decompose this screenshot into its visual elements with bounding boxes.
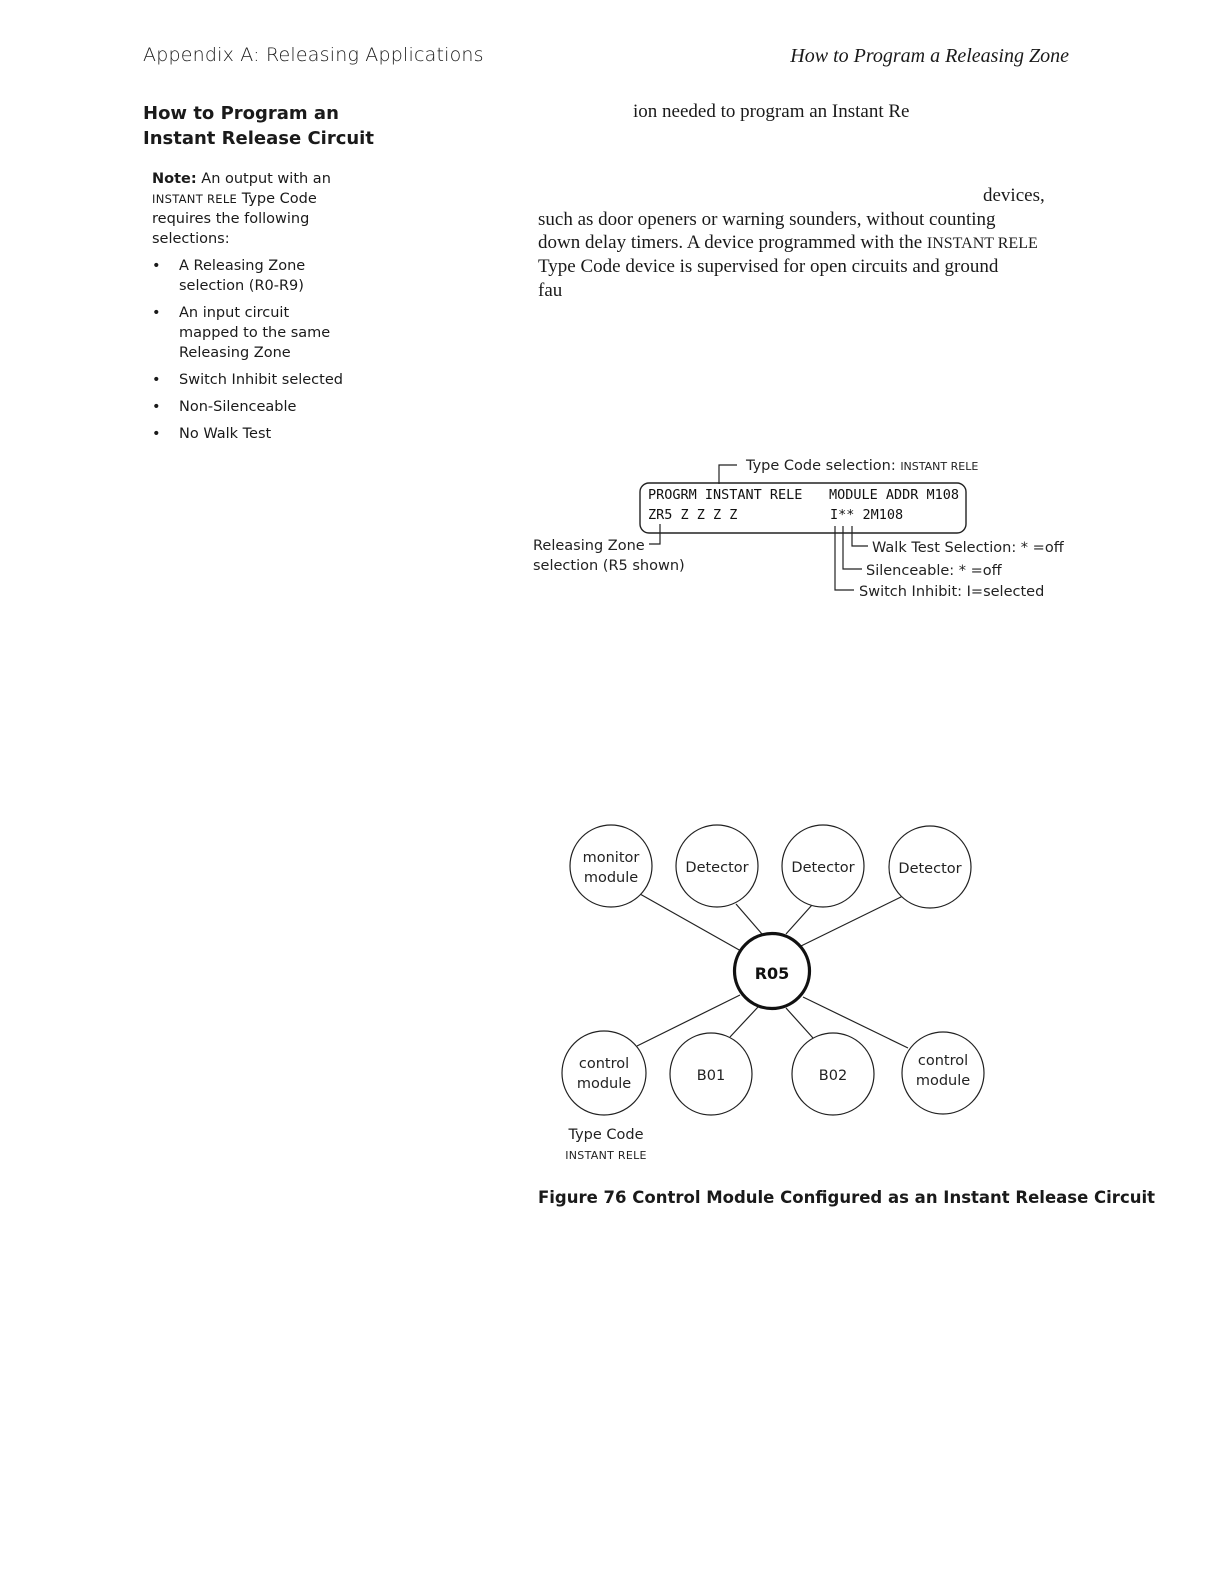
node-label-line1: Detector	[898, 861, 962, 877]
body-line-4-typecode: INSTANT RELE	[926, 235, 1038, 252]
zone-callout-line	[649, 524, 660, 544]
monitor-module-node	[570, 825, 652, 907]
zone-diagram	[562, 825, 984, 1162]
node-label-line2: module	[915, 1073, 971, 1089]
typecode-callout-line	[719, 465, 737, 484]
body-line-6: fau	[538, 280, 563, 301]
node-label-line1: B01	[696, 1068, 726, 1084]
zone-callout-label-2: selection (R5 shown)	[533, 558, 685, 574]
walktest-callout-label: Walk Test Selection: * =off	[872, 540, 1064, 556]
node-label-line1: Detector	[791, 860, 855, 876]
node-label-line2: module	[583, 870, 639, 886]
lcd-row1-right: MODULE ADDR M108	[829, 487, 960, 503]
control-module-node	[562, 1031, 646, 1115]
body-line-5: Type Code device is supervised for open circuits and ground	[538, 256, 999, 277]
connector	[736, 904, 762, 934]
note-text-before: An output with an	[201, 171, 331, 187]
zone-callout-label-1: Releasing Zone	[533, 538, 645, 554]
lcd-row2-right: I** 2M108	[830, 507, 904, 523]
body-line-1: ion needed to program an Instant Re	[633, 101, 910, 122]
display-figure	[533, 458, 1065, 600]
node-label-line1: control	[578, 1056, 630, 1072]
typecode-callout-label: Type Code selection: INSTANT RELE	[746, 458, 979, 474]
node-label-line1: control	[917, 1053, 969, 1069]
body-line-3: such as door openers or warning sounders, without counting	[538, 209, 996, 230]
node-label-line2: module	[576, 1076, 632, 1092]
body-line-4-text: down delay timers. A device programmed with the	[538, 232, 923, 253]
running-header-right: How to Program a Releasing Zone	[790, 45, 1069, 67]
note-bullet: • A Releasing Zone selection (R0-R9)	[152, 256, 352, 296]
typecode-note-line2: INSTANT RELE	[565, 1149, 647, 1162]
walktest-callout-line	[852, 526, 868, 546]
figure-caption: Figure 76 Control Module Configured as an Instant Release Circuit	[538, 1188, 1156, 1207]
switchinhibit-callout-label: Switch Inhibit: I=selected	[859, 584, 1045, 600]
note-bullet: • Non-Silenceable	[152, 397, 352, 417]
section-title: How to Program an Instant Release Circuit	[143, 103, 374, 149]
lcd-row2-left: ZR5 Z Z Z Z	[648, 507, 738, 523]
body-line-2: devices,	[983, 185, 1045, 206]
note-typecode: INSTANT RELE	[152, 192, 238, 206]
releasing-zone-label: R05	[754, 964, 790, 983]
node-label-line1: monitor	[582, 850, 640, 866]
node-label-line1: B02	[818, 1068, 848, 1084]
lcd-row1-left: PROGRM INSTANT RELE	[648, 487, 803, 503]
silenceable-callout-label: Silenceable: * =off	[866, 563, 1002, 579]
note-label: Note:	[152, 171, 197, 187]
node-label-line1: Detector	[685, 860, 749, 876]
note-bullet: • An input circuit mapped to the same Releasing Zone	[152, 303, 352, 363]
note-bullet: • No Walk Test	[152, 424, 352, 444]
connector	[786, 905, 812, 934]
running-header-left: Appendix A: Releasing Applications	[143, 44, 484, 66]
connector	[786, 1008, 813, 1038]
typecode-note-line1: Type Code	[568, 1127, 644, 1143]
connector	[730, 1007, 758, 1037]
note-text-after: Type Code requires the following selections:	[152, 191, 317, 247]
switchinhibit-callout-line	[835, 526, 854, 590]
note-bullet: • Switch Inhibit selected	[152, 370, 352, 390]
